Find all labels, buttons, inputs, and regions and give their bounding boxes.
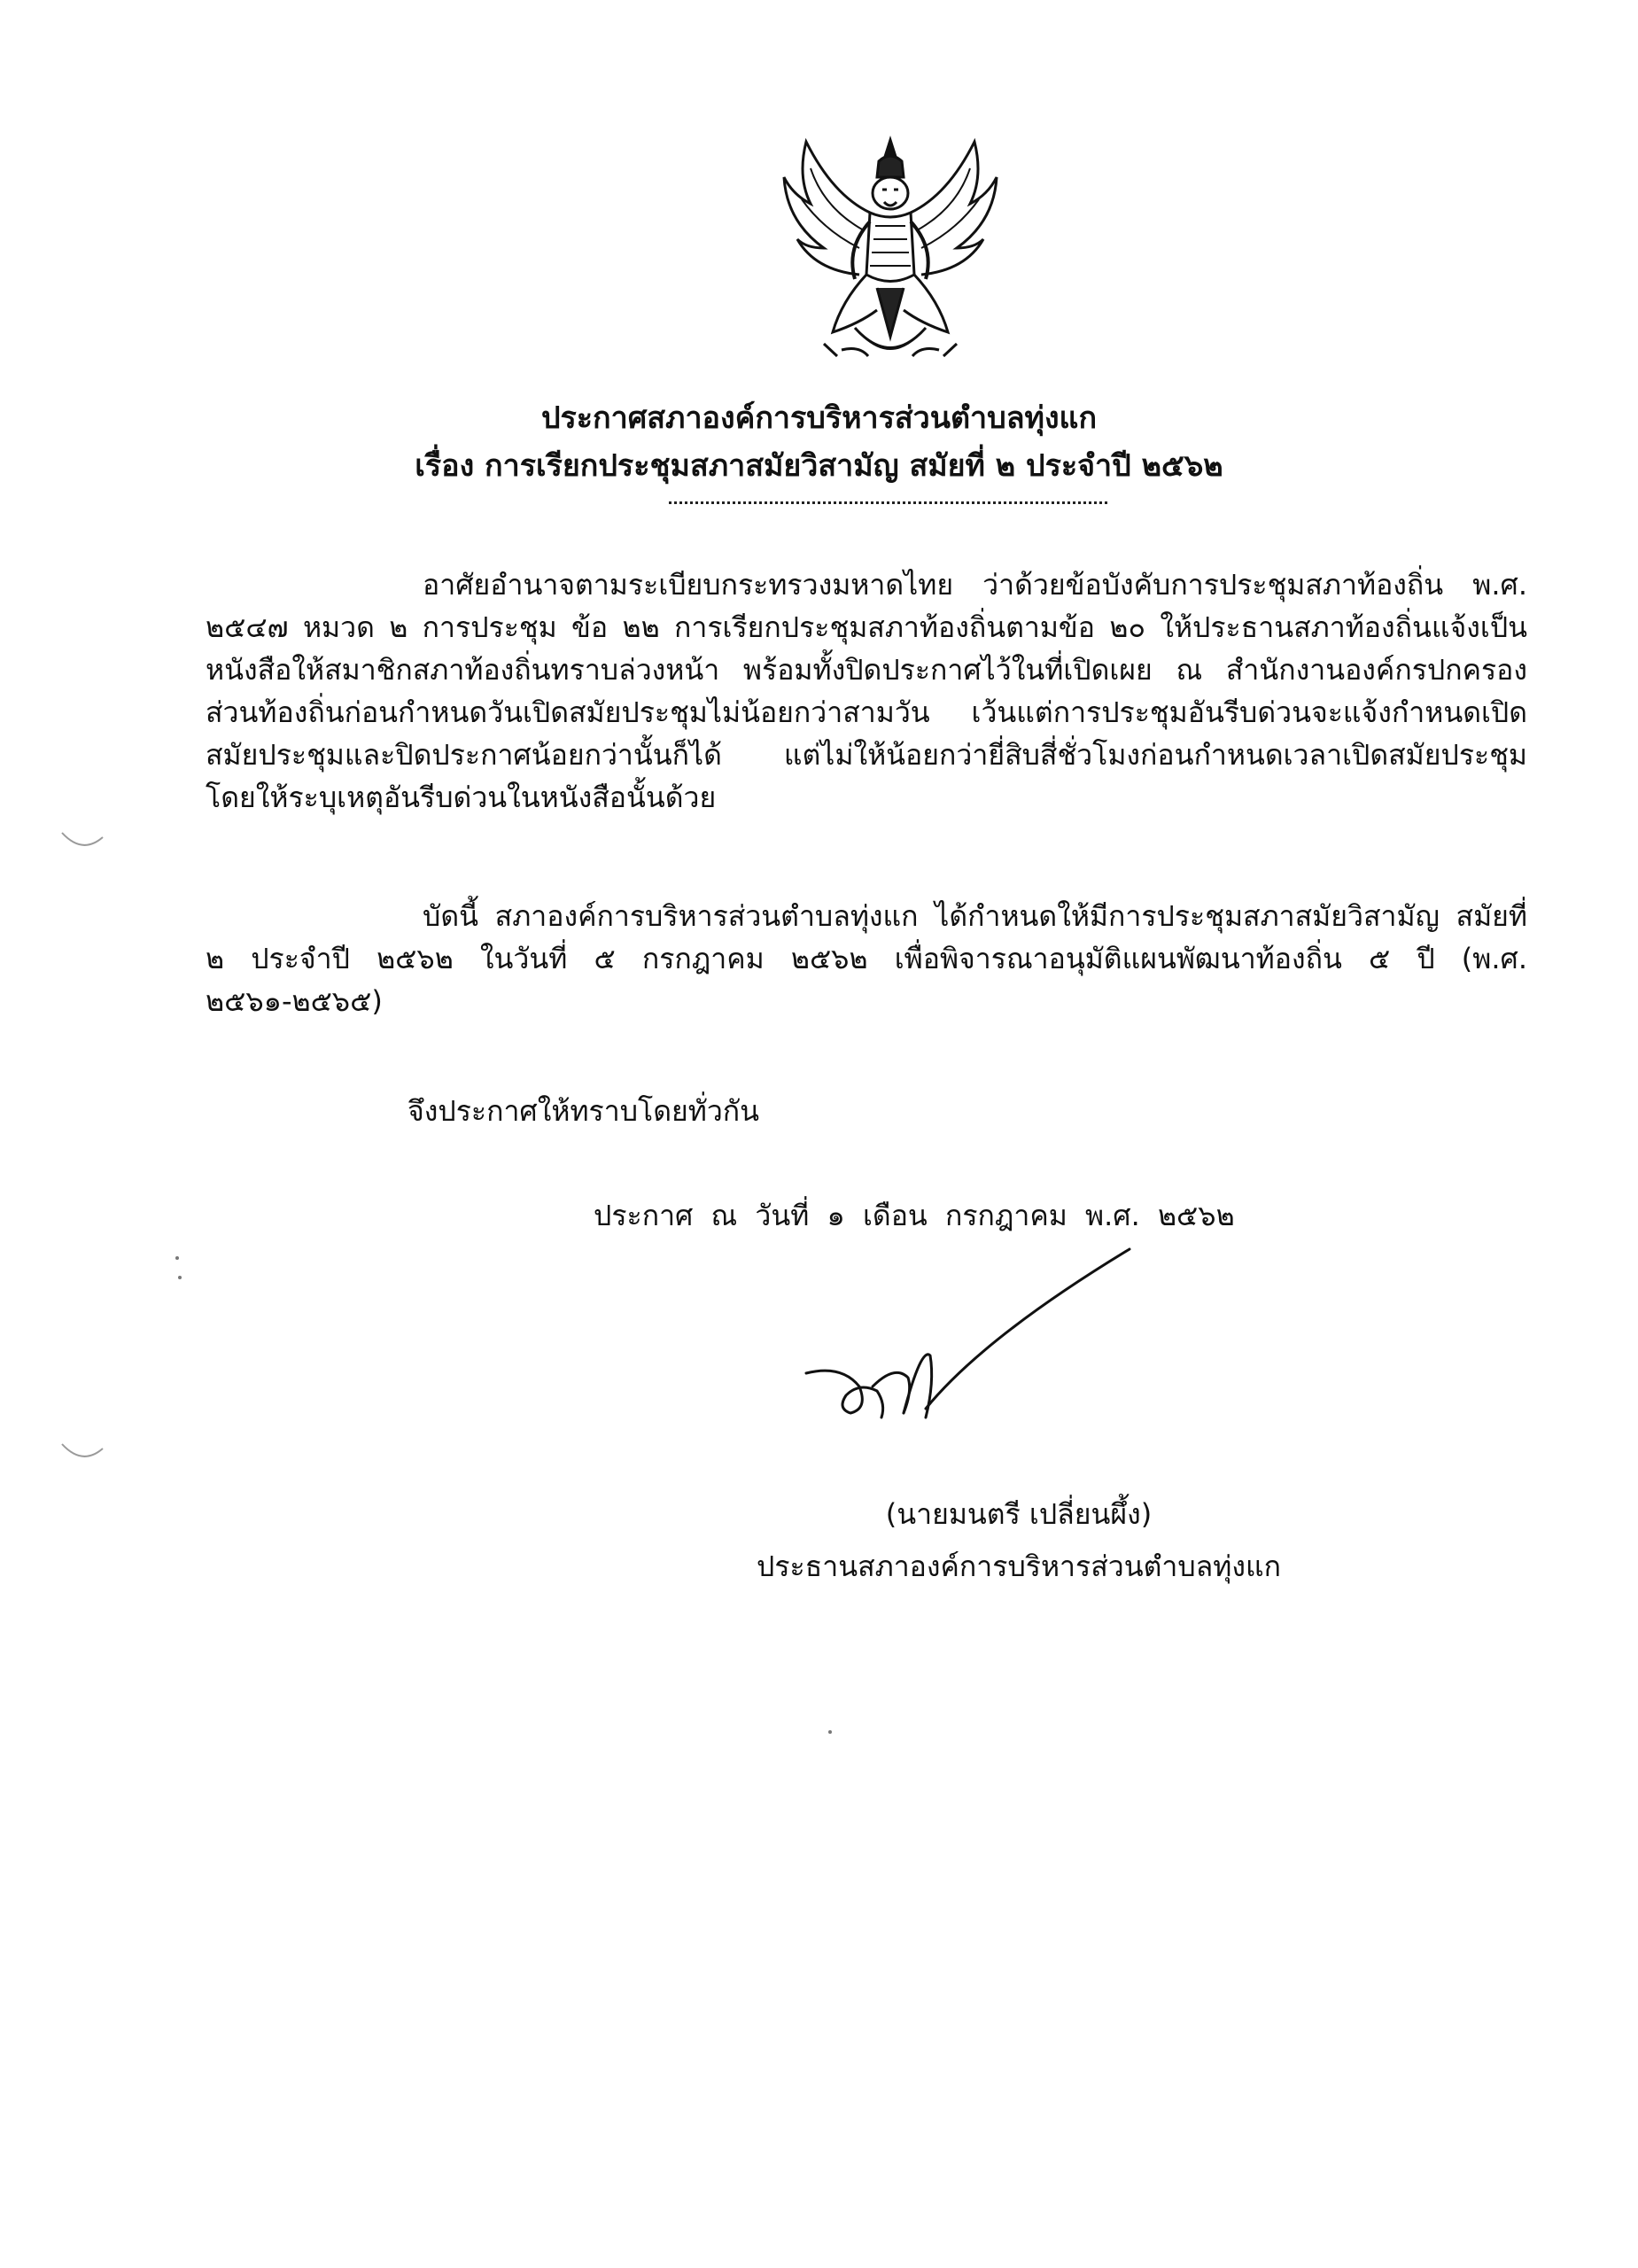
paragraph-2-text: บัดนี้ สภาองค์การบริหารส่วนตำบลทุ่งแก ได้กำหนดให้มีการประชุมสภาสมัยวิสามัญ สมัยที่ ๒ ประจำปี ๒๕๖๒ ในวันที่ ๕ กรกฎาคม ๒๕๖๒ เพื่อพิจารณาอนุมัติแผนพัฒนาท้องถิ่น ๕ ปี (พ.ศ. ๒๕๖๑-๒๕๖๕) [206, 899, 1527, 1018]
body-paragraph-meeting [206, 895, 1527, 1022]
signer-name: (นายมนตรี เปลี่ยนผึ้ง) [885, 1497, 1153, 1531]
scan-speck [175, 1256, 179, 1260]
announcement-date: ประกาศ ณ วันที่ ๑ เดือน กรกฎาคม พ.ศ. ๒๕๖๒ [594, 1199, 1235, 1232]
body-paragraph-authority [206, 563, 1527, 819]
signer-position: ประธานสภาองค์การบริหารส่วนตำบลทุ่งแก [757, 1550, 1281, 1583]
dotted-divider [669, 501, 1107, 504]
announcement-title: ประกาศสภาองค์การบริหารส่วนตำบลทุ่งแก [540, 400, 1098, 436]
handwritten-signature [788, 1231, 1143, 1462]
punch-hole-mark [60, 1440, 105, 1466]
punch-hole-mark [60, 828, 105, 855]
paragraph-1-text: อาศัยอำนาจตามระเบียบกระทรวงมหาดไทย ว่าด้วยข้อบังคับการประชุมสภาท้องถิ่น พ.ศ. ๒๕๔๗ หมวด ๒ การประชุม ข้อ ๒๒ การเรียกประชุมสภาท้องถิ่นตามข้อ ๒๐ ให้ประธานสภาท้องถิ่นแจ้งเป็นหนังสือให้สมาชิกสภาท้องถิ่นทราบล่วงหน้า พร้อมทั้งปิดประกาศไว้ในที่เปิดเผย ณ สำนักงานองค์กรปกครองส่วนท้องถิ่นก่อนกำหนดวันเปิดสมัยประชุมไม่น้อยกว่าสามวัน เว้นแต่การประชุมอันรีบด่วนจะแจ้งกำหนดเปิดสมัยประชุมและปิดประกาศน้อยกว่านั้นก็ได้ แต่ไม่ให้น้อยกว่ายี่สิบสี่ชั่วโมงก่อนกำหนดเวลาเปิดสมัยประชุม โดยให้ระบุเหตุอันรีบด่วนในหนังสือนั้นด้วย [206, 568, 1527, 814]
scan-speck [828, 1730, 832, 1734]
scan-speck [178, 1276, 182, 1279]
announcement-subject: เรื่อง การเรียกประชุมสภาสมัยวิสามัญ สมัยที่ ๒ ประจำปี ๒๕๖๒ [415, 448, 1223, 484]
garuda-emblem-icon [771, 124, 1010, 381]
body-paragraph-closing: จึงประกาศให้ทราบโดยทั่วกัน [408, 1094, 760, 1128]
